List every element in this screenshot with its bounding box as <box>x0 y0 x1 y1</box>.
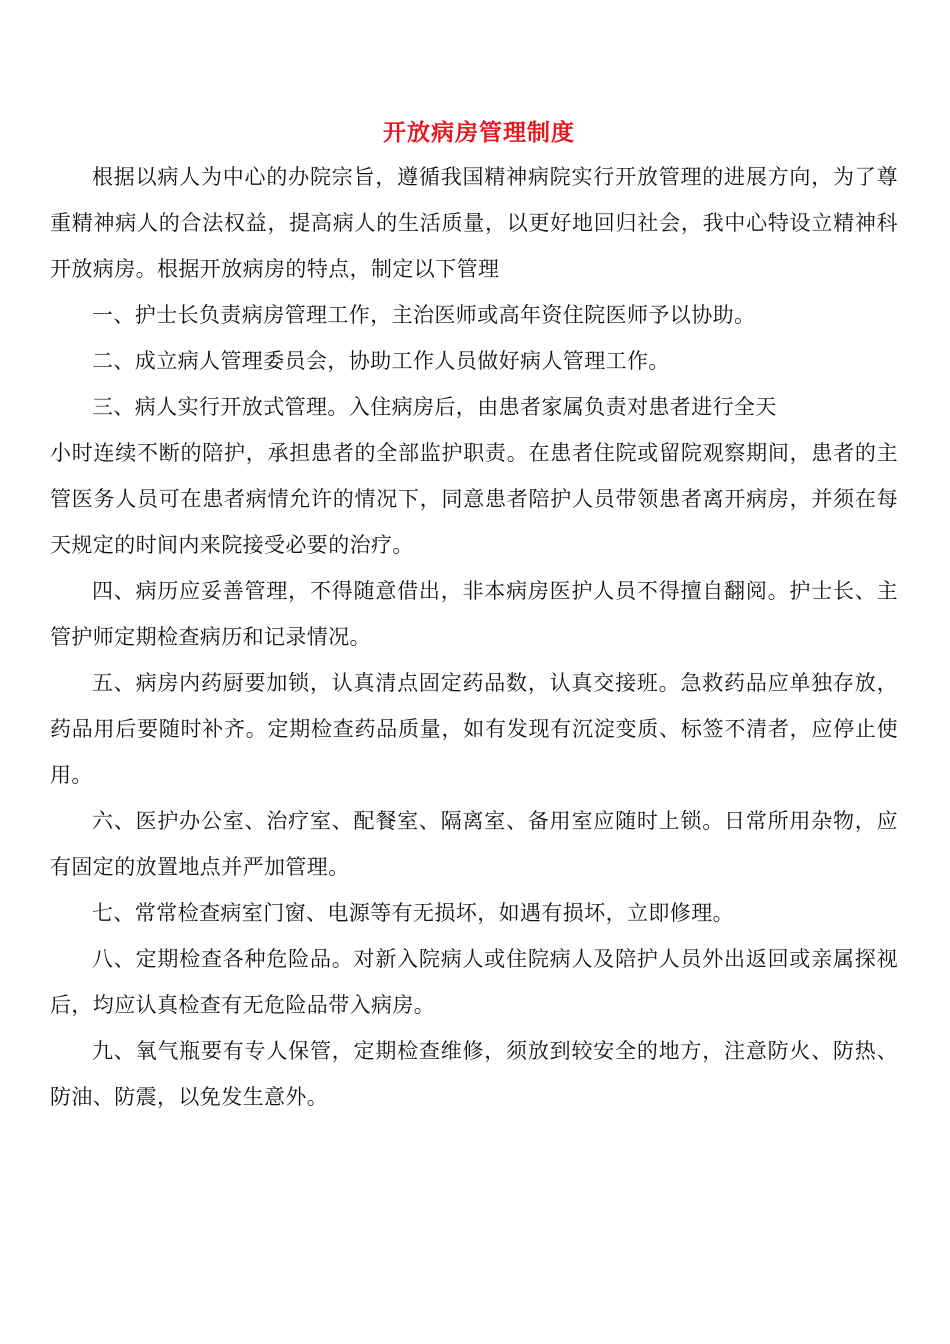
rule-item-4: 四、病历应妥善管理，不得随意借出，非本病房医护人员不得擅自翻阅。护士长、主管护师定期检查病历和记录情况。 <box>50 579 898 649</box>
rule-item-6: 六、医护办公室、治疗室、配餐室、隔离室、备用室应随时上锁。日常所用杂物，应有固定的放置地点并严加管理。 <box>50 809 898 879</box>
rule-item-3-continued: 小时连续不断的陪护，承担患者的全部监护职责。在患者住院或留院观察期间，患者的主管医务人员可在患者病情允许的情况下，同意患者陪护人员带领患者离开病房，并须在每天规定的时间内来院接受必要的治疗。 <box>50 441 898 557</box>
rule-item-5: 五、病房内药厨要加锁，认真清点固定药品数，认真交接班。急救药品应单独存放，药品用后要随时补齐。定期检查药品质量，如有发现有沉淀变质、标签不清者，应停止使用。 <box>50 671 898 787</box>
rule-item-7: 七、常常检查病室门窗、电源等有无损坏，如遇有损坏，立即修理。 <box>92 901 734 925</box>
rule-item-8: 八、定期检查各种危险品。对新入院病人或住院病人及陪护人员外出返回或亲属探视后，均应认真检查有无危险品带入病房。 <box>50 947 898 1017</box>
document-title: 开放病房管理制度 <box>383 119 575 146</box>
rule-item-1: 一、护士长负责病房管理工作，主治医师或高年资住院医师予以协助。 <box>92 303 756 327</box>
rule-item-2: 二、成立病人管理委员会，协助工作人员做好病人管理工作。 <box>92 349 670 373</box>
rule-item-3: 三、病人实行开放式管理。入住病房后，由患者家属负责对患者进行全天 <box>92 395 777 419</box>
rule-item-9: 九、氧气瓶要有专人保管，定期检查维修，须放到较安全的地方，注意防火、防热、防油、防震，以免发生意外。 <box>50 1039 898 1109</box>
intro-paragraph: 根据以病人为中心的办院宗旨，遵循我国精神病院实行开放管理的进展方向，为了尊重精神病人的合法权益，提高病人的生活质量，以更好地回归社会，我中心特设立精神科开放病房。根据开放病房的特点，制定以下管理 <box>50 165 898 281</box>
